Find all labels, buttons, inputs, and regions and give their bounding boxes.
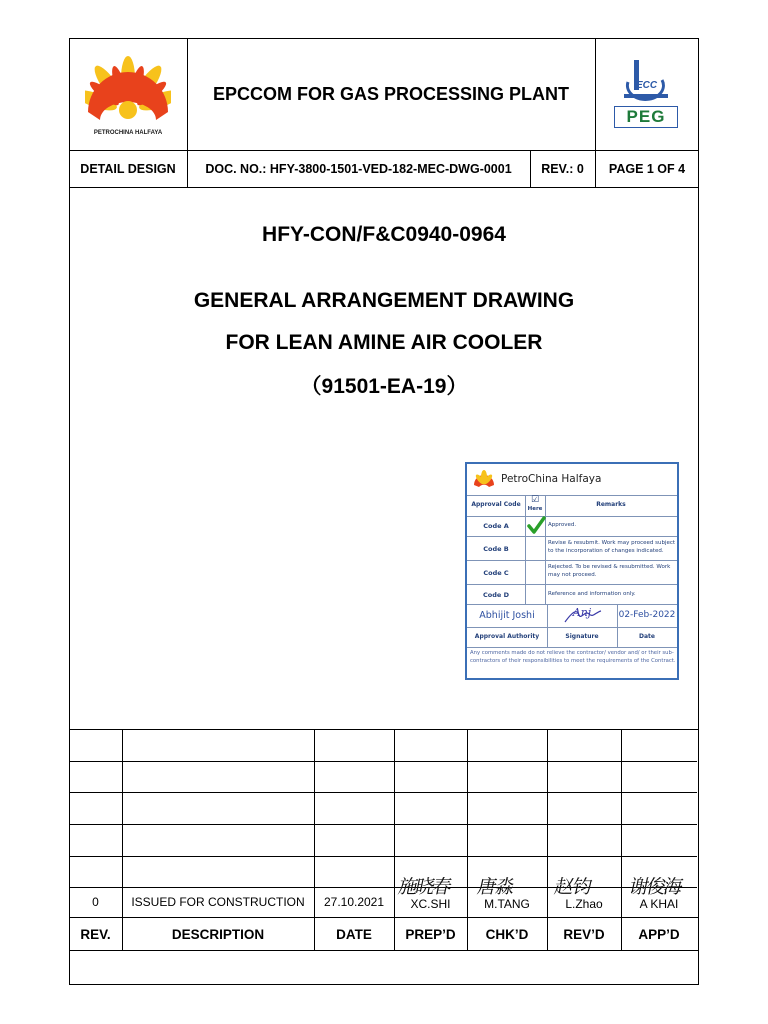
ecc-peg-logo: [612, 58, 678, 130]
document-code: HFY-CON/F&C0940-0964: [262, 223, 506, 246]
revision-col-line: [394, 729, 395, 950]
stamp-disclaimer: Any comments made do not relieve the contractor/ vendor and/ or their sub-contractors of their responsibilities to meet the requirements of the Contract.: [470, 650, 676, 664]
revision-header-chkd: CHK’D: [485, 926, 529, 942]
revision-entry-appd: A KHAI: [639, 897, 679, 911]
stamp-remark-d: Reference and information only.: [548, 591, 636, 597]
stamp-col-here: Here: [527, 506, 543, 512]
stamp-here-checkbox: ☑: [530, 495, 540, 505]
equipment-tag: （91501-EA-19）: [300, 375, 468, 398]
stamp-line: [467, 536, 677, 537]
check-icon: [526, 516, 546, 536]
revision-header-description: DESCRIPTION: [171, 926, 265, 942]
stamp-remark-c: Rejected. To be revised & resubmitted. Work may not proceed.: [548, 564, 671, 578]
signature-appd: 谢俊海: [627, 876, 684, 898]
drawing-title-line2: FOR LEAN AMINE AIR COOLER: [225, 331, 543, 354]
design-stage: DETAIL DESIGN: [80, 161, 176, 176]
ecc-logo-text: ECC: [636, 80, 658, 91]
stamp-line: [467, 584, 677, 585]
peg-logo-text: PEG: [614, 106, 678, 128]
document-header-title: EPCCOM FOR GAS PROCESSING PLANT: [212, 83, 570, 104]
revision-entry-rev: 0: [92, 895, 99, 909]
signature-revd: 赵钧: [552, 876, 594, 898]
revision-entry-revd: L.Zhao: [565, 897, 603, 911]
revision-header-date: DATE: [336, 926, 372, 942]
stamp-col-code: Approval Code: [471, 501, 521, 508]
revision-entry-date: 27.10.2021: [323, 895, 385, 909]
revision-row-line: [69, 856, 697, 857]
stamp-date: 02-Feb-2022: [618, 610, 676, 620]
revision-header-appd: APP’D: [638, 926, 680, 942]
stamp-line: [467, 560, 677, 561]
stamp-code-a: Code A: [483, 522, 509, 530]
stamp-remark-a: Approved.: [548, 522, 577, 528]
stamp-line: [545, 495, 546, 604]
stamp-signature: Anj: [572, 606, 592, 619]
revision-row-line: [69, 761, 697, 762]
info-row-bottom-line: [69, 187, 699, 188]
signature-chkd: 唐淼: [475, 876, 517, 898]
stamp-line: [467, 604, 677, 605]
revision-row-line: [69, 824, 697, 825]
approval-stamp: [465, 462, 679, 680]
stamp-label-authority: Approval Authority: [474, 633, 540, 640]
stamp-label-date: Date: [639, 633, 655, 640]
revision-header-prepd: PREP’D: [405, 926, 456, 942]
revision-entry-prepd: XC.SHI: [410, 897, 451, 911]
stamp-code-b: Code B: [483, 545, 509, 553]
revision-header-revd: REV’D: [563, 926, 605, 942]
stamp-code-c: Code C: [483, 569, 509, 577]
revision-table-top: [69, 729, 699, 730]
petrochina-logo-caption: PETROCHINA HALFAYA: [93, 130, 163, 136]
revision-col-line: [621, 729, 622, 950]
stamp-line: [467, 647, 677, 648]
signature-prepd: 施晓春: [396, 876, 453, 898]
revision-row-line: [69, 792, 697, 793]
revision-col-line: [547, 729, 548, 950]
revision-number: REV.: 0: [541, 161, 584, 176]
revision-header-bottom: [69, 950, 699, 951]
stamp-code-d: Code D: [483, 591, 509, 599]
page-count: PAGE 1 OF 4: [608, 161, 686, 176]
signature-scribble-icon: [563, 607, 603, 625]
revision-header-rev: REV.: [80, 926, 111, 942]
stamp-line: [467, 516, 677, 517]
stamp-authority-name: Abhijit Joshi: [479, 610, 535, 621]
revision-col-line: [467, 729, 468, 950]
petrochina-stamp-icon: [473, 469, 495, 489]
revision-entry-description: ISSUED FOR CONSTRUCTION: [131, 895, 305, 909]
petrochina-logo-icon: [85, 50, 171, 128]
drawing-title-line1: GENERAL ARRANGEMENT DRAWING: [193, 289, 575, 312]
revision-entry-chkd: M.TANG: [484, 897, 530, 911]
stamp-line: [467, 495, 677, 496]
stamp-remark-b: Revise & resubmit. Work may proceed subject to the incorporation of changes indicated.: [548, 540, 676, 554]
petrochina-logo: [85, 50, 171, 142]
stamp-company: PetroChina Halfaya: [501, 473, 602, 485]
document-number: DOC. NO.: HFY-3800-1501-VED-182-MEC-DWG-0001: [205, 161, 512, 176]
stamp-label-signature: Signature: [565, 633, 599, 640]
stamp-col-remarks: Remarks: [596, 501, 626, 508]
stamp-line: [467, 627, 677, 628]
